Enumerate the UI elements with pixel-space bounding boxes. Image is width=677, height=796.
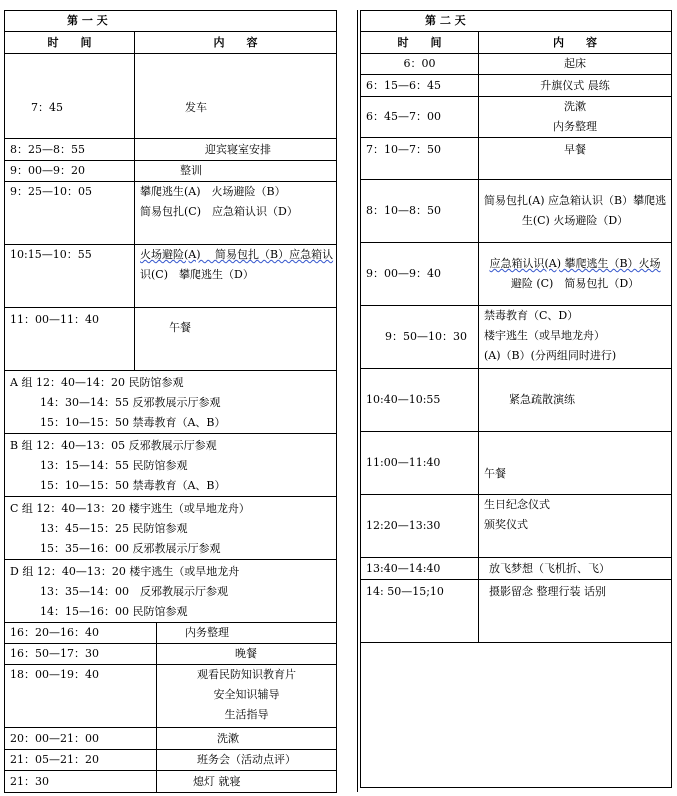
group-row bbox=[5, 371, 337, 434]
table-row bbox=[5, 54, 337, 139]
day1-col-time: 时 间 bbox=[5, 32, 135, 54]
time-cell: 16：20—16：40 bbox=[10, 626, 99, 639]
table-row bbox=[5, 139, 337, 161]
content-line: (A)（B）(分两组同时进行) bbox=[484, 349, 617, 362]
time-cell: 18：00—19：40 bbox=[10, 668, 99, 681]
time-cell: 10:15—10：55 bbox=[10, 248, 92, 261]
table-row bbox=[361, 580, 672, 643]
content-cell: 摄影留念 整理行装 话别 bbox=[489, 585, 606, 598]
content-line: 生活指导 bbox=[224, 708, 269, 721]
column-gap bbox=[336, 10, 358, 792]
content-line: 简易包扎(C) 应急箱认识（D） bbox=[140, 205, 298, 218]
time-cell: 6：15—6：45 bbox=[366, 78, 441, 92]
time-cell: 10:40—10:55 bbox=[366, 393, 441, 406]
time-cell: 8：25—8：55 bbox=[10, 142, 85, 156]
group-line: 13：15—14：55 民防馆参观 bbox=[40, 459, 188, 472]
table-row bbox=[361, 495, 672, 558]
content-cell: 放飞梦想（飞机折、飞） bbox=[489, 561, 610, 575]
time-cell: 11:00—11:40 bbox=[366, 456, 441, 469]
table-row bbox=[361, 75, 672, 97]
group-label: C 组 bbox=[10, 502, 33, 515]
table-row bbox=[5, 161, 337, 182]
content-line: 楼宇逃生（或旱地龙舟） bbox=[484, 329, 605, 342]
content-line: 禁毒教育（C、D） bbox=[484, 309, 579, 322]
content-cell: 晚餐 bbox=[235, 647, 257, 660]
time-cell: 14: 50—15;10 bbox=[366, 585, 444, 598]
content-line: 火场避险(A) 简易包扎（B）应急箱认 bbox=[140, 248, 334, 261]
content-cell: 紧急疏散演练 bbox=[509, 393, 575, 406]
table-row bbox=[5, 644, 337, 665]
content-cell: 升旗仪式 晨练 bbox=[540, 78, 610, 92]
content-cell: 整训 bbox=[180, 164, 202, 177]
content-line: 颁奖仪式 bbox=[484, 518, 528, 531]
content-line: 内务整理 bbox=[553, 120, 597, 133]
day2-schedule-table bbox=[360, 10, 672, 788]
table-row bbox=[361, 243, 672, 306]
table-row bbox=[5, 182, 337, 245]
content-cell: 洗漱 bbox=[217, 731, 239, 745]
group-line: 15：35—16：00 反邪教展示厅参观 bbox=[40, 542, 221, 555]
table-row bbox=[361, 306, 672, 369]
time-cell: 21：30 bbox=[10, 774, 49, 788]
group-label: D 组 bbox=[10, 565, 34, 578]
table-row bbox=[361, 369, 672, 432]
table-row bbox=[361, 97, 672, 138]
time-cell: 9：25—10：05 bbox=[10, 185, 92, 198]
content-line: 观看民防知识教育片 bbox=[197, 668, 296, 681]
group-row bbox=[5, 434, 337, 497]
content-line: 生(C) 火场避险（D） bbox=[521, 214, 629, 227]
time-cell: 12:20—13:30 bbox=[366, 519, 441, 532]
time-cell: 9：50—10：30 bbox=[385, 330, 467, 343]
table-row bbox=[361, 643, 672, 788]
time-cell: 7：10—7：50 bbox=[366, 143, 441, 156]
group-label: A 组 bbox=[10, 376, 33, 389]
content-cell: 早餐 bbox=[564, 143, 586, 156]
content-line: 生日纪念仪式 bbox=[484, 498, 550, 511]
group-line: 15：10—15：50 禁毒教育（A、B） bbox=[40, 479, 226, 492]
time-cell: 21：05—21：20 bbox=[10, 753, 99, 766]
content-cell: 迎宾寝室安排 bbox=[205, 142, 271, 156]
table-row bbox=[361, 558, 672, 580]
group-line: 15：10—15：50 禁毒教育（A、B） bbox=[40, 416, 226, 429]
table-row bbox=[5, 728, 337, 750]
content-line: 洗漱 bbox=[564, 100, 586, 113]
table-row bbox=[361, 180, 672, 243]
time-cell: 9：00—9：20 bbox=[10, 164, 85, 177]
group-line: 14：15—16：00 民防馆参观 bbox=[40, 605, 188, 618]
group-row bbox=[5, 497, 337, 560]
content-cell: 午餐 bbox=[169, 321, 191, 334]
content-cell: 内务整理 bbox=[185, 626, 229, 639]
time-cell: 6：45—7：00 bbox=[366, 110, 441, 123]
group-line: D 组 12：40—13：20 楼宇逃生（或旱地龙舟 bbox=[10, 565, 240, 578]
group-line: A 组 12：40—14：20 民防馆参观 bbox=[10, 376, 184, 389]
day2-title: 第 二 天 bbox=[361, 11, 672, 32]
time-cell: 11：00—11：40 bbox=[10, 313, 99, 326]
table-row bbox=[5, 245, 337, 308]
table-row bbox=[361, 432, 672, 495]
day1-schedule-table bbox=[4, 10, 337, 793]
content-cell: 班务会（活动点评） bbox=[197, 753, 296, 766]
group-line: B 组 12：40—13：05 反邪教展示厅参观 bbox=[10, 439, 217, 452]
content-cell: 午餐 bbox=[484, 467, 506, 480]
group-label: B 组 bbox=[10, 439, 33, 452]
group-line: 13：45—15：25 民防馆参观 bbox=[40, 522, 188, 535]
table-row bbox=[361, 138, 672, 180]
group-row bbox=[5, 560, 337, 623]
day2-col-content: 内 容 bbox=[479, 32, 672, 54]
time-cell: 7：45 bbox=[31, 101, 63, 114]
time-cell: 20：00—21：00 bbox=[10, 731, 99, 745]
content-cell: 熄灯 就寝 bbox=[193, 774, 241, 788]
table-row bbox=[361, 54, 672, 75]
day1-title: 第 一 天 bbox=[5, 11, 337, 32]
day1-col-content: 内 容 bbox=[135, 32, 337, 54]
table-row bbox=[5, 623, 337, 644]
table-row bbox=[5, 665, 337, 728]
time-cell: 6：00 bbox=[403, 57, 436, 70]
content-line: 避险 (C) 简易包扎（D） bbox=[510, 277, 640, 290]
table-row bbox=[5, 308, 337, 371]
table-row bbox=[5, 750, 337, 771]
content-line: 安全知识辅导 bbox=[213, 688, 280, 701]
group-line: 13：35—14：00 反邪教展示厅参观 bbox=[40, 585, 228, 598]
table-row bbox=[5, 771, 337, 793]
content-line: 应急箱认识(A) 攀爬逃生（B）火场 bbox=[489, 257, 661, 270]
content-line: 识(C) 攀爬逃生（D） bbox=[140, 268, 254, 281]
content-line: 攀爬逃生(A) 火场避险（B） bbox=[140, 185, 286, 198]
group-line: 14：30—14：55 反邪教展示厅参观 bbox=[40, 396, 221, 409]
time-cell: 13:40—14:40 bbox=[366, 561, 441, 575]
day2-col-time: 时 间 bbox=[361, 32, 479, 54]
time-cell: 8：10—8：50 bbox=[366, 204, 441, 217]
content-cell: 发车 bbox=[185, 101, 207, 114]
time-cell: 16：50—17：30 bbox=[10, 647, 99, 660]
group-line: C 组 12：40—13：20 楼宇逃生（或旱地龙舟） bbox=[10, 502, 250, 515]
content-line: 简易包扎(A) 应急箱认识（B）攀爬逃 bbox=[484, 194, 667, 207]
time-cell: 9：00—9：40 bbox=[366, 267, 441, 280]
content-cell: 起床 bbox=[564, 57, 586, 70]
